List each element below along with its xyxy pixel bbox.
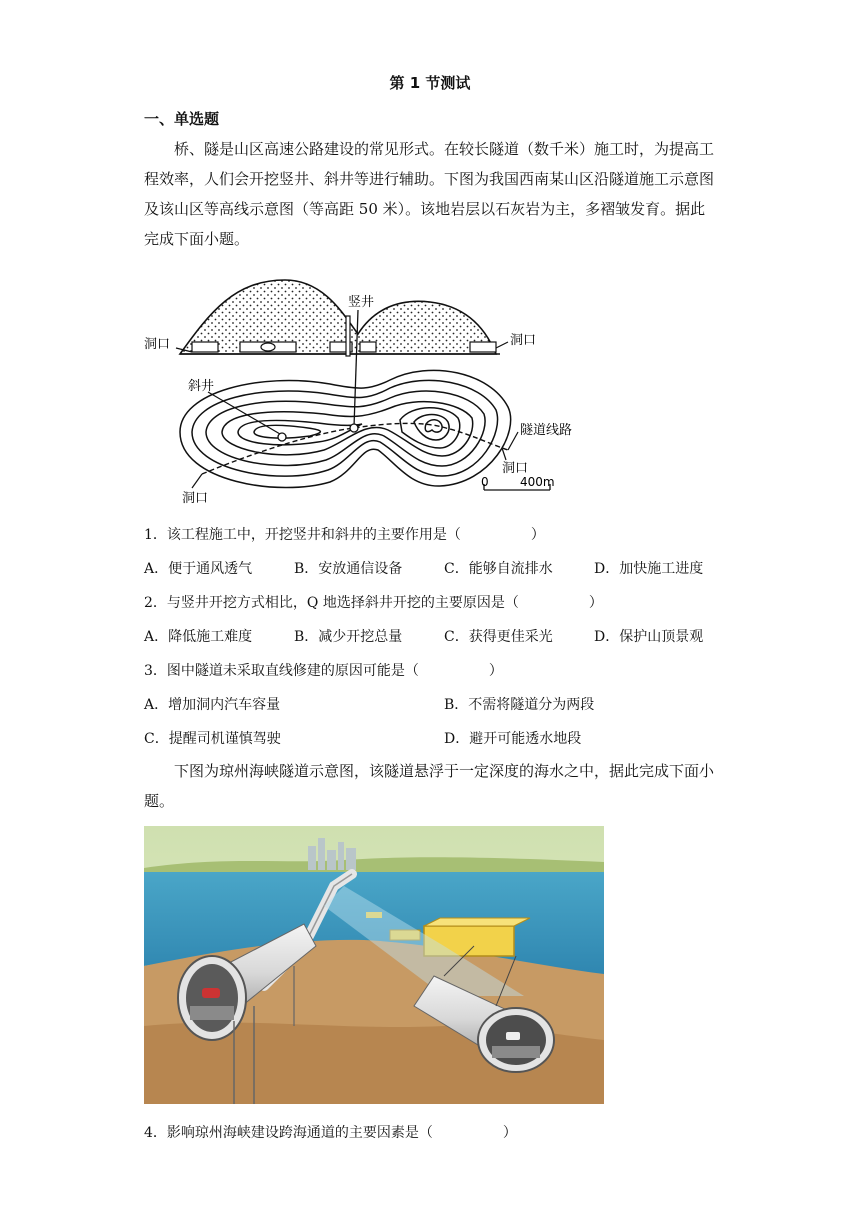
question-2-stem: 2．与竖井开挖方式相比，Q 地选择斜井开挖的主要原因是（ ） (144, 595, 603, 611)
q3-option-c: C．提醒司机谨慎驾驶 (144, 731, 281, 747)
q1-option-c: C．能够自流排水 (444, 561, 553, 577)
intro-paragraph-2: 下图为琼州海峡隧道示意图，该隧道悬浮于一定深度的海水之中，据此完成下面小题。 (144, 762, 715, 810)
q2-option-d: D．保护山顶景观 (594, 629, 704, 645)
q2-option-a: A．降低施工难度 (144, 629, 253, 645)
portal-label-right: 洞口 (510, 333, 537, 348)
contour-lines (180, 370, 511, 487)
q1-option-a: A．便于通风透气 (144, 561, 253, 577)
route-label: 隧道线路 (520, 423, 573, 438)
q1-option-b: B．安放通信设备 (294, 561, 403, 577)
portal-label-left: 洞口 (144, 337, 171, 352)
page-title: 第 1 节测试 (389, 74, 471, 92)
shaft-label: 竖井 (348, 295, 375, 310)
scale-zero: 0 (481, 475, 489, 489)
q1-option-d: D．加快施工进度 (594, 561, 704, 577)
section-heading: 一、单选题 (144, 110, 220, 128)
q3-option-d: D．避开可能透水地段 (444, 731, 582, 747)
intro-paragraph-1: 桥、隧是山区高速公路建设的常见形式。在较长隧道（数千米）施工时，为提高工程效率，人们会开挖竖井、斜井等进行辅助。下图为我国西南某山区沿隧道施工示意图及该山区等高线示意图（等高距 50 米）。该地岩层以石灰岩为主，多褶皱发育。据此完成下面小题。 (144, 140, 715, 248)
tunnel-contour-figure (140, 272, 600, 512)
question-4-stem: 4．影响琼州海峡建设跨海通道的主要因素是（ ） (144, 1125, 517, 1141)
portal-label-bottom: 洞口 (182, 491, 209, 506)
q3-option-a: A．增加洞内汽车容量 (144, 697, 281, 713)
q3-option-b: B．不需将隧道分为两段 (444, 697, 595, 713)
q2-option-b: B．减少开挖总量 (294, 629, 403, 645)
portal-label-mid: 洞口 (502, 461, 529, 476)
scale-400: 400m (520, 475, 555, 489)
question-1-stem: 1．该工程施工中，开挖竖井和斜井的主要作用是（ ） (144, 527, 545, 543)
incline-label: 斜井 (188, 379, 215, 394)
question-3-stem: 3．图中隧道未采取直线修建的原因可能是（ ） (144, 663, 503, 679)
strait-tunnel-illustration (144, 826, 604, 1104)
q2-option-c: C．获得更佳采光 (444, 629, 553, 645)
